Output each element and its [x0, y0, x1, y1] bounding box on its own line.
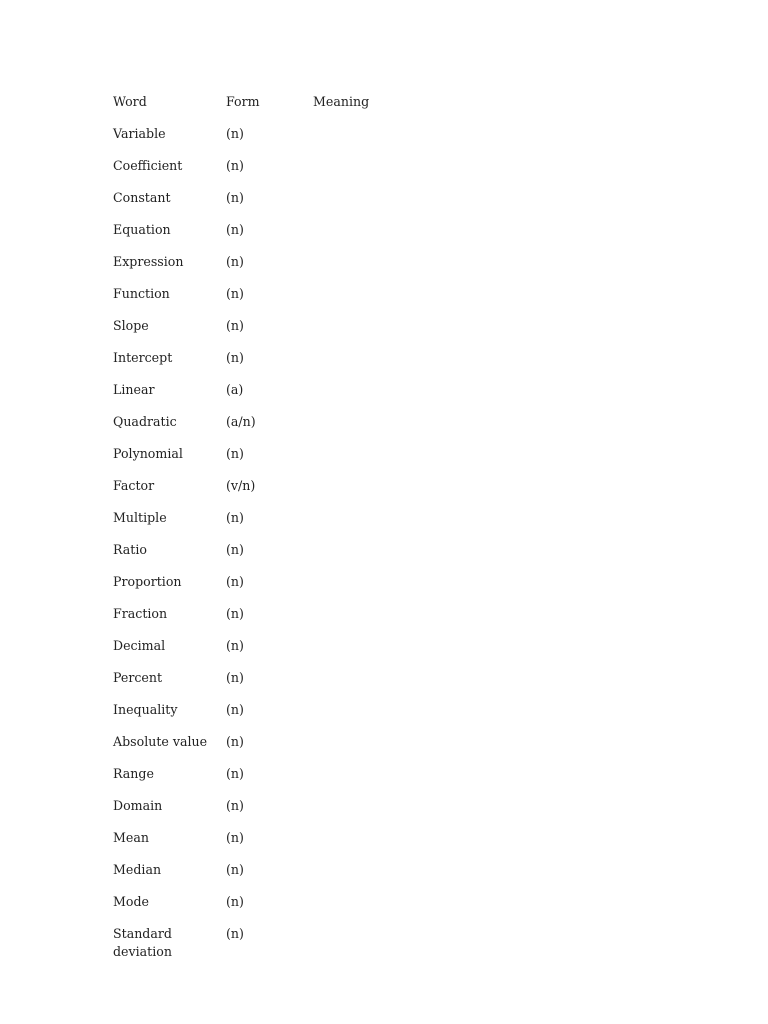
- table-row: [113, 349, 433, 381]
- table-row: [113, 573, 433, 605]
- meaning-cell: [313, 221, 433, 253]
- header-row: [113, 93, 433, 125]
- word-cell: [113, 541, 226, 573]
- form-cell: (n): [226, 350, 244, 365]
- form-cell: (v/n): [226, 478, 256, 493]
- meaning-cell: [313, 157, 433, 189]
- meaning-cell: [313, 637, 433, 669]
- form-cell: (n): [226, 862, 244, 877]
- form-cell: (a): [226, 382, 244, 397]
- table-row: [113, 765, 433, 797]
- meaning-cell: [313, 573, 433, 605]
- form-cell: (n): [226, 318, 244, 333]
- word-cell: [113, 605, 226, 637]
- word-cell: [113, 701, 226, 733]
- meaning-cell: [313, 701, 433, 733]
- form-cell: (n): [226, 830, 244, 845]
- table-row: [113, 125, 433, 157]
- form-cell: (n): [226, 606, 244, 621]
- table-row: [113, 189, 433, 221]
- word-cell: [113, 125, 226, 157]
- word-cell: [113, 189, 226, 221]
- form-cell: (n): [226, 126, 244, 141]
- table-row: [113, 829, 433, 861]
- table-header: [113, 93, 433, 125]
- word-cell: [113, 445, 226, 477]
- word-text: Median: [113, 862, 162, 877]
- meaning-cell: [313, 381, 433, 413]
- word-text: Range: [113, 766, 154, 781]
- word-text: Standard deviation: [113, 926, 172, 959]
- table-row: [113, 253, 433, 285]
- word-text: Decimal: [113, 638, 166, 653]
- meaning-cell: [313, 765, 433, 797]
- table-body: [113, 125, 433, 961]
- word-text: Absolute value: [113, 734, 208, 749]
- word-cell: [113, 221, 226, 253]
- form-cell: (n): [226, 222, 244, 237]
- meaning-cell: [313, 349, 433, 381]
- word-text: Quadratic: [113, 414, 177, 429]
- word-cell: [113, 413, 226, 445]
- word-text: Expression: [113, 254, 184, 269]
- table-row: [113, 925, 433, 961]
- meaning-cell: [313, 829, 433, 861]
- header-meaning: Meaning: [313, 94, 370, 109]
- word-cell: [113, 381, 226, 413]
- word-cell: [113, 765, 226, 797]
- vocabulary-table: [113, 93, 433, 961]
- meaning-cell: [313, 861, 433, 893]
- table-row: [113, 285, 433, 317]
- table-row: [113, 861, 433, 893]
- table-row: [113, 797, 433, 829]
- form-cell: (n): [226, 574, 244, 589]
- word-text: Constant: [113, 190, 171, 205]
- table-row: [113, 509, 433, 541]
- word-cell: [113, 477, 226, 509]
- form-cell: (n): [226, 638, 244, 653]
- word-cell: [113, 157, 226, 189]
- table-row: [113, 413, 433, 445]
- word-cell: [113, 253, 226, 285]
- word-text: Slope: [113, 318, 149, 333]
- form-cell: (n): [226, 766, 244, 781]
- meaning-cell: [313, 797, 433, 829]
- form-cell: (n): [226, 894, 244, 909]
- meaning-cell: [313, 733, 433, 765]
- form-cell: (n): [226, 446, 244, 461]
- meaning-cell: [313, 285, 433, 317]
- word-text: Fraction: [113, 606, 168, 621]
- word-text: Percent: [113, 670, 163, 685]
- meaning-cell: [313, 413, 433, 445]
- form-cell: (n): [226, 254, 244, 269]
- table-row: [113, 477, 433, 509]
- word-cell: [113, 893, 226, 925]
- form-cell: (n): [226, 158, 244, 173]
- word-cell: [113, 797, 226, 829]
- form-cell: (a/n): [226, 414, 256, 429]
- table-row: [113, 637, 433, 669]
- word-cell: [113, 285, 226, 317]
- form-cell: (n): [226, 734, 244, 749]
- word-cell: [113, 829, 226, 861]
- word-cell: [113, 637, 226, 669]
- table-row: [113, 157, 433, 189]
- word-text: Polynomial: [113, 446, 183, 461]
- word-text: Mode: [113, 894, 149, 909]
- word-text: Intercept: [113, 350, 173, 365]
- word-text: Ratio: [113, 542, 147, 557]
- meaning-cell: [313, 317, 433, 349]
- form-cell: (n): [226, 510, 244, 525]
- word-text: Linear: [113, 382, 155, 397]
- word-text: Domain: [113, 798, 163, 813]
- table-row: [113, 317, 433, 349]
- header-form: Form: [226, 94, 260, 109]
- form-cell: (n): [226, 670, 244, 685]
- word-text: Variable: [113, 126, 166, 141]
- word-text: Factor: [113, 478, 155, 493]
- header-word: Word: [113, 94, 147, 109]
- table-row: [113, 381, 433, 413]
- table-row: [113, 701, 433, 733]
- meaning-cell: [313, 189, 433, 221]
- form-cell: (n): [226, 926, 244, 941]
- meaning-cell: [313, 125, 433, 157]
- table-row: [113, 605, 433, 637]
- word-cell: [113, 925, 226, 961]
- table-row: [113, 221, 433, 253]
- word-text: Mean: [113, 830, 149, 845]
- form-cell: (n): [226, 542, 244, 557]
- word-text: Multiple: [113, 510, 167, 525]
- form-cell: (n): [226, 798, 244, 813]
- word-cell: [113, 733, 226, 765]
- form-cell: (n): [226, 286, 244, 301]
- word-text: Function: [113, 286, 170, 301]
- meaning-cell: [313, 669, 433, 701]
- table-row: [113, 541, 433, 573]
- word-text: Inequality: [113, 702, 178, 717]
- meaning-cell: [313, 925, 433, 961]
- word-text: Equation: [113, 222, 171, 237]
- meaning-cell: [313, 605, 433, 637]
- word-cell: [113, 349, 226, 381]
- word-text: Proportion: [113, 574, 182, 589]
- meaning-cell: [313, 253, 433, 285]
- meaning-cell: [313, 541, 433, 573]
- table-row: [113, 445, 433, 477]
- word-cell: [113, 669, 226, 701]
- form-cell: (n): [226, 702, 244, 717]
- word-cell: [113, 509, 226, 541]
- meaning-cell: [313, 445, 433, 477]
- table-row: [113, 733, 433, 765]
- table-row: [113, 893, 433, 925]
- word-cell: [113, 317, 226, 349]
- word-cell: [113, 573, 226, 605]
- meaning-cell: [313, 893, 433, 925]
- meaning-cell: [313, 509, 433, 541]
- word-cell: [113, 861, 226, 893]
- form-cell: (n): [226, 190, 244, 205]
- word-text: Coefficient: [113, 158, 183, 173]
- meaning-cell: [313, 477, 433, 509]
- table-row: [113, 669, 433, 701]
